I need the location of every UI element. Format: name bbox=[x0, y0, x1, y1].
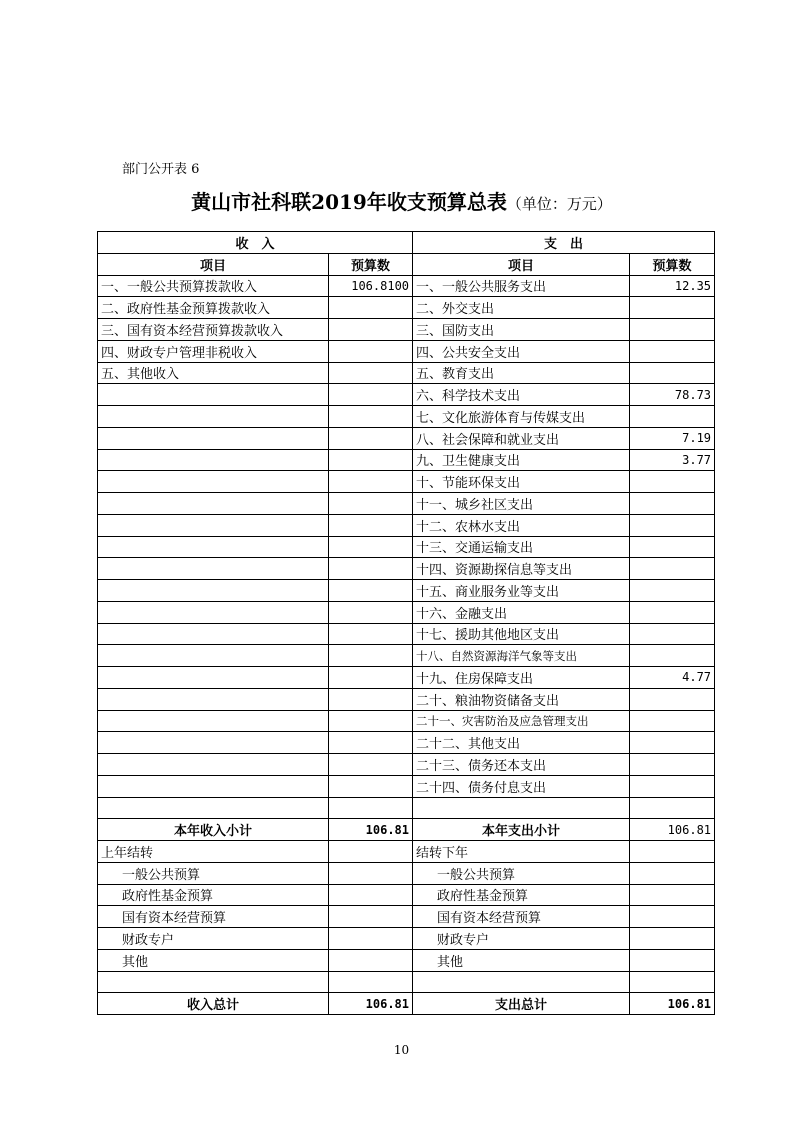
table-row bbox=[98, 623, 715, 645]
expense-amount-cell: 3.77 bbox=[630, 449, 715, 471]
income-item-cell bbox=[98, 754, 329, 776]
income-item-cell bbox=[98, 688, 329, 710]
expense-amount-cell bbox=[630, 754, 715, 776]
expense-item-cell: 二十二、其他支出 bbox=[413, 732, 630, 754]
income-amount-cell bbox=[329, 427, 413, 449]
expense-carryover-sub-item: 其他 bbox=[413, 949, 630, 971]
income-item-cell: 二、政府性基金预算拨款收入 bbox=[98, 297, 329, 319]
expense-amount-cell bbox=[630, 493, 715, 515]
income-subtotal-label: 本年收入小计 bbox=[98, 819, 329, 841]
expense-amount-cell bbox=[630, 319, 715, 341]
income-item-cell bbox=[98, 384, 329, 406]
income-carryover-sub-item: 政府性基金预算 bbox=[98, 884, 329, 906]
budget-summary-table bbox=[97, 231, 715, 1015]
expense-item-cell: 六、科学技术支出 bbox=[413, 384, 630, 406]
expense-item-cell: 三、国防支出 bbox=[413, 319, 630, 341]
income-item-cell bbox=[98, 732, 329, 754]
income-item-cell bbox=[98, 797, 329, 819]
table-row bbox=[98, 558, 715, 580]
table-row bbox=[98, 775, 715, 797]
expense-total-amount: 106.81 bbox=[630, 993, 715, 1015]
income-item-cell bbox=[98, 667, 329, 689]
expense-amount-cell bbox=[630, 601, 715, 623]
expense-item-cell: 十、节能环保支出 bbox=[413, 471, 630, 493]
income-item-cell bbox=[98, 471, 329, 493]
expense-carryover-amount bbox=[630, 841, 715, 863]
income-amount-cell bbox=[329, 297, 413, 319]
expense-amount-cell bbox=[630, 710, 715, 732]
income-amount-cell bbox=[329, 623, 413, 645]
expense-item-cell: 二十、粮油物资储备支出 bbox=[413, 688, 630, 710]
income-amount-cell bbox=[329, 754, 413, 776]
income-amount-cell bbox=[329, 688, 413, 710]
expense-amount-cell: 78.73 bbox=[630, 384, 715, 406]
title-main: 黄山市社科联2019年收支预算总表 bbox=[191, 190, 507, 214]
expense-carryover-sub-amount bbox=[630, 928, 715, 950]
income-carryover-amount bbox=[329, 841, 413, 863]
table-row bbox=[98, 514, 715, 536]
expense-amount-cell: 7.19 bbox=[630, 427, 715, 449]
expense-amount-cell bbox=[630, 580, 715, 602]
table-row bbox=[98, 645, 715, 667]
expense-amount-cell bbox=[630, 688, 715, 710]
blank-cell bbox=[98, 971, 329, 993]
expense-amount-cell bbox=[630, 775, 715, 797]
income-amount-cell bbox=[329, 580, 413, 602]
blank-row bbox=[98, 971, 715, 993]
expense-amount-cell bbox=[630, 645, 715, 667]
income-item-cell bbox=[98, 514, 329, 536]
expense-amount-cell bbox=[630, 362, 715, 384]
table-row bbox=[98, 362, 715, 384]
expense-carryover-label: 结转下年 bbox=[413, 841, 630, 863]
expense-carryover-sub-amount bbox=[630, 949, 715, 971]
income-item-cell bbox=[98, 601, 329, 623]
expense-item-cell: 八、社会保障和就业支出 bbox=[413, 427, 630, 449]
income-subtotal-amount: 106.81 bbox=[329, 819, 413, 841]
expense-item-header: 项目 bbox=[413, 253, 630, 275]
expense-amount-cell bbox=[630, 406, 715, 428]
expense-item-cell: 十四、资源勘探信息等支出 bbox=[413, 558, 630, 580]
carryover-sub-row bbox=[98, 906, 715, 928]
blank-cell bbox=[329, 971, 413, 993]
income-amount-cell bbox=[329, 667, 413, 689]
table-row bbox=[98, 493, 715, 515]
table-row bbox=[98, 427, 715, 449]
title-unit: （单位：万元） bbox=[506, 195, 612, 213]
expense-item-cell: 四、公共安全支出 bbox=[413, 340, 630, 362]
expense-carryover-sub-amount bbox=[630, 884, 715, 906]
income-amount-cell bbox=[329, 558, 413, 580]
expense-carryover-sub-item: 政府性基金预算 bbox=[413, 884, 630, 906]
income-amount-cell bbox=[329, 645, 413, 667]
expense-subtotal-amount: 106.81 bbox=[630, 819, 715, 841]
income-carryover-label: 上年结转 bbox=[98, 841, 329, 863]
blank-cell bbox=[630, 971, 715, 993]
income-item-cell bbox=[98, 775, 329, 797]
expense-amount-header: 预算数 bbox=[630, 253, 715, 275]
expense-amount-cell bbox=[630, 797, 715, 819]
income-amount-header: 预算数 bbox=[329, 253, 413, 275]
income-amount-cell bbox=[329, 471, 413, 493]
expense-section-header: 支 出 bbox=[413, 232, 715, 254]
income-carryover-sub-item: 其他 bbox=[98, 949, 329, 971]
expense-item-cell: 二十一、灾害防治及应急管理支出 bbox=[413, 710, 630, 732]
income-item-cell bbox=[98, 536, 329, 558]
income-item-cell bbox=[98, 580, 329, 602]
table-row bbox=[98, 732, 715, 754]
table-row bbox=[98, 754, 715, 776]
expense-subtotal-label: 本年支出小计 bbox=[413, 819, 630, 841]
expense-item-cell: 二十四、债务付息支出 bbox=[413, 775, 630, 797]
income-amount-cell bbox=[329, 406, 413, 428]
income-carryover-sub-amount bbox=[329, 884, 413, 906]
income-item-cell bbox=[98, 449, 329, 471]
income-amount-cell bbox=[329, 319, 413, 341]
table-row bbox=[98, 710, 715, 732]
expense-carryover-sub-item: 财政专户 bbox=[413, 928, 630, 950]
expense-item-cell: 十七、援助其他地区支出 bbox=[413, 623, 630, 645]
total-row bbox=[98, 993, 715, 1015]
table-row bbox=[98, 688, 715, 710]
blank-cell bbox=[413, 971, 630, 993]
income-amount-cell bbox=[329, 340, 413, 362]
expense-item-cell: 十九、住房保障支出 bbox=[413, 667, 630, 689]
table-row bbox=[98, 275, 715, 297]
expense-total-label: 支出总计 bbox=[413, 993, 630, 1015]
carryover-sub-row bbox=[98, 928, 715, 950]
document-label: 部门公开表 6 bbox=[122, 162, 200, 177]
table-body bbox=[98, 232, 715, 1015]
income-amount-cell bbox=[329, 514, 413, 536]
expense-item-cell: 十一、城乡社区支出 bbox=[413, 493, 630, 515]
expense-item-cell bbox=[413, 797, 630, 819]
income-item-cell bbox=[98, 406, 329, 428]
expense-item-cell: 十五、商业服务业等支出 bbox=[413, 580, 630, 602]
table-row bbox=[98, 340, 715, 362]
table-row bbox=[98, 297, 715, 319]
expense-item-cell: 二、外交支出 bbox=[413, 297, 630, 319]
income-amount-cell bbox=[329, 710, 413, 732]
income-amount-cell bbox=[329, 449, 413, 471]
expense-amount-cell bbox=[630, 471, 715, 493]
income-item-cell: 五、其他收入 bbox=[98, 362, 329, 384]
income-amount-cell bbox=[329, 797, 413, 819]
expense-item-cell: 十三、交通运输支出 bbox=[413, 536, 630, 558]
column-header-row bbox=[98, 253, 715, 275]
expense-amount-cell: 4.77 bbox=[630, 667, 715, 689]
expense-carryover-sub-item: 一般公共预算 bbox=[413, 862, 630, 884]
expense-item-cell: 十六、金融支出 bbox=[413, 601, 630, 623]
income-amount-cell bbox=[329, 362, 413, 384]
table-row bbox=[98, 601, 715, 623]
income-item-cell bbox=[98, 710, 329, 732]
table-row bbox=[98, 667, 715, 689]
table-row bbox=[98, 449, 715, 471]
carryover-sub-row bbox=[98, 884, 715, 906]
table-row bbox=[98, 384, 715, 406]
income-item-cell: 三、国有资本经营预算拨款收入 bbox=[98, 319, 329, 341]
expense-amount-cell bbox=[630, 340, 715, 362]
income-total-label: 收入总计 bbox=[98, 993, 329, 1015]
income-amount-cell bbox=[329, 601, 413, 623]
expense-carryover-sub-amount bbox=[630, 906, 715, 928]
page-number: 10 bbox=[393, 1043, 410, 1057]
expense-item-cell: 七、文化旅游体育与传媒支出 bbox=[413, 406, 630, 428]
table-row bbox=[98, 471, 715, 493]
section-header-row bbox=[98, 232, 715, 254]
income-carryover-sub-item: 一般公共预算 bbox=[98, 862, 329, 884]
expense-item-cell: 十二、农林水支出 bbox=[413, 514, 630, 536]
expense-amount-cell bbox=[630, 514, 715, 536]
income-amount-cell bbox=[329, 732, 413, 754]
expense-amount-cell bbox=[630, 297, 715, 319]
income-item-cell bbox=[98, 493, 329, 515]
expense-carryover-sub-item: 国有资本经营预算 bbox=[413, 906, 630, 928]
income-item-cell bbox=[98, 645, 329, 667]
table-row bbox=[98, 797, 715, 819]
expense-item-cell: 十八、自然资源海洋气象等支出 bbox=[413, 645, 630, 667]
income-amount-cell bbox=[329, 493, 413, 515]
income-carryover-sub-amount bbox=[329, 949, 413, 971]
income-item-cell bbox=[98, 558, 329, 580]
income-carryover-sub-item: 国有资本经营预算 bbox=[98, 906, 329, 928]
income-total-amount: 106.81 bbox=[329, 993, 413, 1015]
income-carryover-sub-amount bbox=[329, 928, 413, 950]
expense-item-cell: 九、卫生健康支出 bbox=[413, 449, 630, 471]
carryover-sub-row bbox=[98, 949, 715, 971]
expense-carryover-sub-amount bbox=[630, 862, 715, 884]
income-carryover-sub-item: 财政专户 bbox=[98, 928, 329, 950]
income-section-header: 收 入 bbox=[98, 232, 413, 254]
carryover-row bbox=[98, 841, 715, 863]
income-amount-cell bbox=[329, 384, 413, 406]
income-amount-cell bbox=[329, 775, 413, 797]
expense-item-cell: 五、教育支出 bbox=[413, 362, 630, 384]
income-amount-cell: 106.8100 bbox=[329, 275, 413, 297]
expense-amount-cell bbox=[630, 623, 715, 645]
expense-amount-cell bbox=[630, 558, 715, 580]
expense-item-cell: 二十三、债务还本支出 bbox=[413, 754, 630, 776]
table-row bbox=[98, 319, 715, 341]
page-title bbox=[0, 186, 803, 215]
expense-amount-cell bbox=[630, 536, 715, 558]
income-item-cell: 一、一般公共预算拨款收入 bbox=[98, 275, 329, 297]
income-carryover-sub-amount bbox=[329, 862, 413, 884]
table-row bbox=[98, 406, 715, 428]
income-amount-cell bbox=[329, 536, 413, 558]
carryover-sub-row bbox=[98, 862, 715, 884]
expense-amount-cell bbox=[630, 732, 715, 754]
table-row bbox=[98, 580, 715, 602]
subtotal-row bbox=[98, 819, 715, 841]
income-item-cell: 四、财政专户管理非税收入 bbox=[98, 340, 329, 362]
expense-amount-cell: 12.35 bbox=[630, 275, 715, 297]
income-item-header: 项目 bbox=[98, 253, 329, 275]
income-carryover-sub-amount bbox=[329, 906, 413, 928]
table-row bbox=[98, 536, 715, 558]
expense-item-cell: 一、一般公共服务支出 bbox=[413, 275, 630, 297]
income-item-cell bbox=[98, 427, 329, 449]
income-item-cell bbox=[98, 623, 329, 645]
